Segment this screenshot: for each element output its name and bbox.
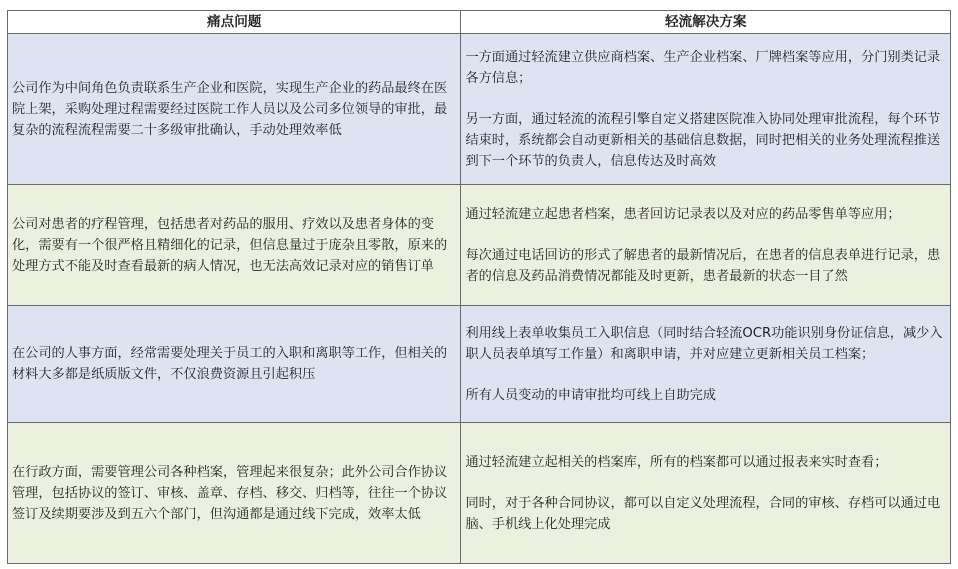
solution-cell [461, 185, 951, 306]
pain-cell: 在公司的人事方面，经常需要处理关于员工的入职和离职等工作，但相关的材料大多都是纸质版文件，不仅浪费资源且引起积压 [8, 306, 461, 423]
pain-cell: 公司对患者的疗程管理，包括患者对药品的服用、疗效以及患者身体的变化，需要有一个很严格且精细化的记录，但信息量过于庞杂且零散，原来的处理方式不能及时查看最新的病人情况，也无法高效记录对应的销售订单 [8, 185, 461, 306]
pain-solution-table-container [7, 10, 951, 562]
table-header-row [8, 11, 951, 34]
solution-paragraph: 通过轻流建立起患者档案，患者回访记录表以及对应的药品零售单等应用； [465, 206, 901, 222]
solution-paragraph: 一方面通过轻流建立供应商档案、生产企业档案、厂牌档案等应用，分门别类记录各方信息； [465, 49, 941, 86]
solution-paragraph: 同时，对于各种合同协议，都可以自定义处理流程，合同的审核、存档可以通过电脑、手机线上化处理完成 [465, 495, 941, 532]
solution-cell [461, 306, 951, 423]
solution-paragraph: 另一方面，通过轻流的流程引擎自定义搭建医院准入协同处理审批流程，每个环节结束时，系统都会自动更新相关的基础信息数据，同时把相关的业务处理流程推送到下一个环节的负责人，信息传达及时高效 [465, 111, 941, 169]
solution-cell [461, 423, 951, 564]
header-solutions: 轻流解决方案 [461, 11, 951, 34]
table-row [8, 423, 951, 564]
solution-paragraph: 利用线上表单收集员工入职信息（同时结合轻流OCR功能识别身份证信息，减少入职人员表单填写工作量）和离职申请，并对应建立更新相关员工档案； [465, 325, 943, 362]
table-row [8, 185, 951, 306]
pain-solution-table [7, 10, 951, 564]
pain-cell: 公司作为中间角色负责联系生产企业和医院，实现生产企业的药品最终在医院上架，采购处理过程需要经过医院工作人员以及公司多位领导的审批，最复杂的流程流程需要二十多级审批确认，手动处理效率低 [8, 34, 461, 185]
solution-paragraph: 通过轻流建立起相关的档案库，所有的档案都可以通过报表来实时查看； [465, 454, 888, 470]
table-row [8, 306, 951, 423]
solution-cell [461, 34, 951, 185]
table-row [8, 34, 951, 185]
solution-paragraph: 所有人员变动的申请审批均可线上自助完成 [465, 387, 716, 403]
solution-paragraph: 每次通过电话回访的形式了解患者的最新情况后，在患者的信息表单进行记录，患者的信息及药品消费情况都能及时更新，患者最新的状态一目了然 [465, 247, 941, 284]
header-pain-points: 痛点问题 [8, 11, 461, 34]
pain-cell: 在行政方面，需要管理公司各种档案，管理起来很复杂；此外公司合作协议管理，包括协议的签订、审核、盖章、存档、移交、归档等，往往一个协议签订及续期要涉及到五六个部门，但沟通都是通过线下完成，效率太低 [8, 423, 461, 564]
